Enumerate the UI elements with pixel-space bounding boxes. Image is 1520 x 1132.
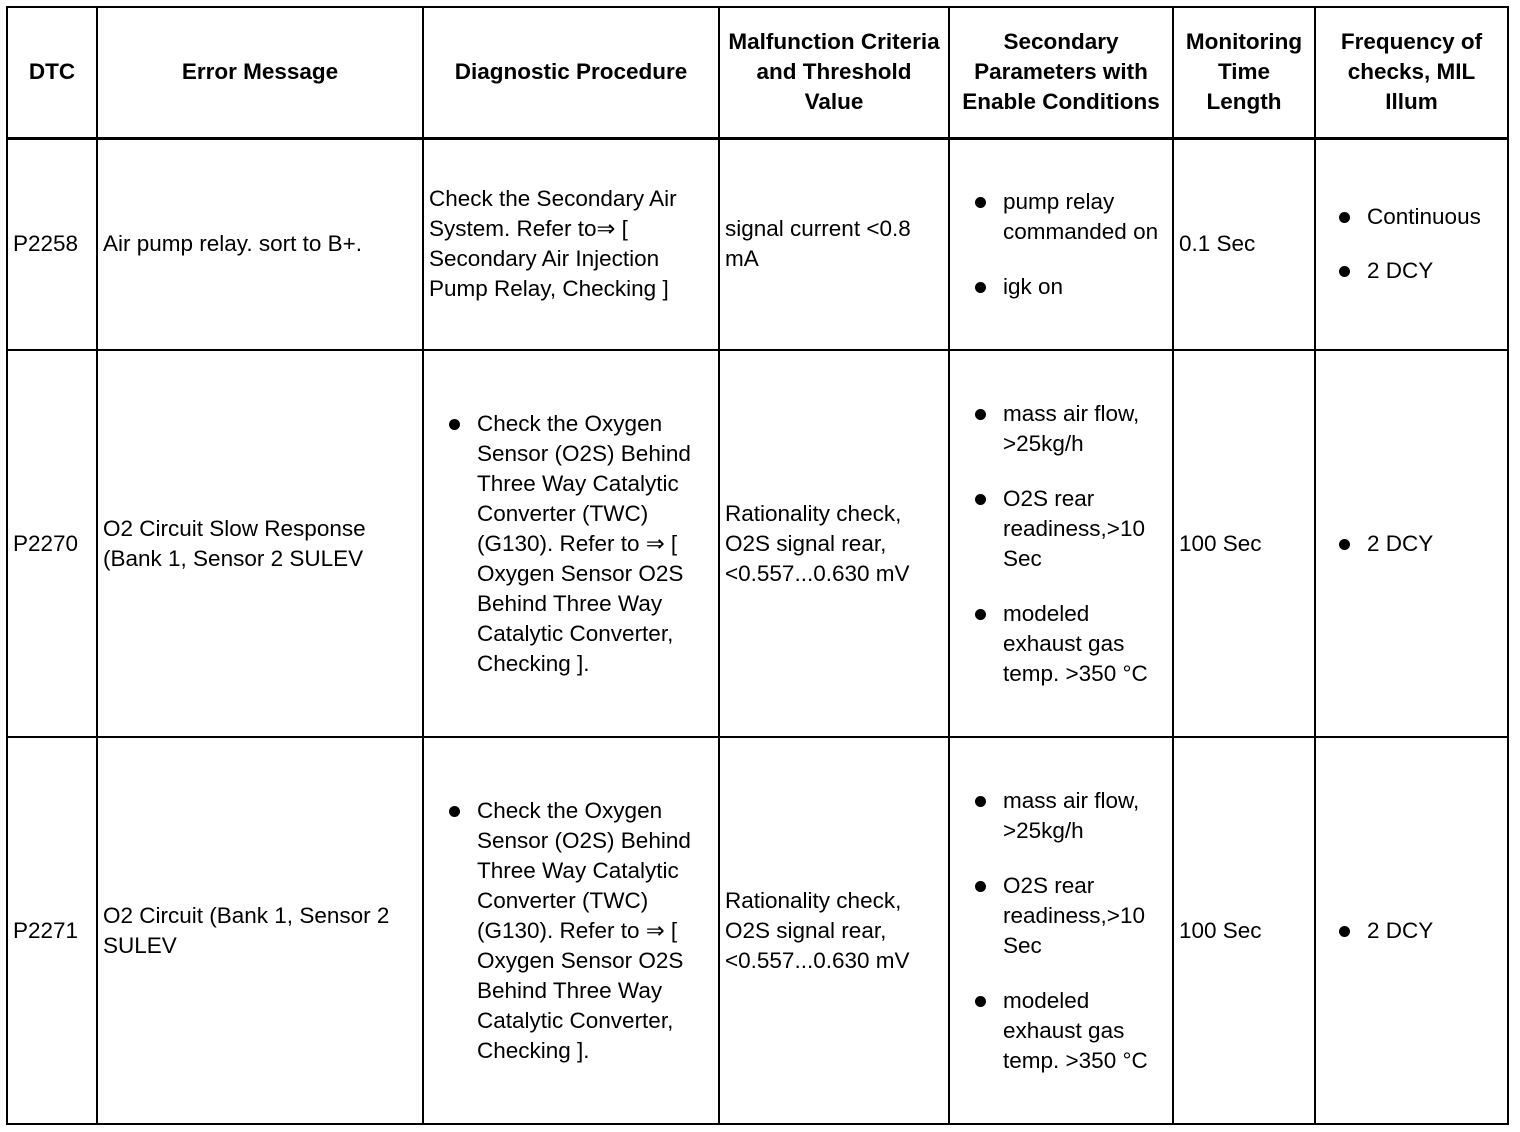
parameter-item: modeled exhaust gas temp. >350 °C: [975, 986, 1167, 1076]
frequency-list: [1339, 529, 1502, 559]
monitoring-time: 100 Sec: [1173, 737, 1315, 1124]
diagnostic-procedure: [423, 350, 719, 737]
diagnostic-procedure: [423, 138, 719, 350]
table-row: [7, 737, 1508, 1124]
error-message: Air pump relay. sort to B+.: [97, 138, 423, 350]
header-malfunction-criteria: Malfunction Criteria and Threshold Value: [719, 7, 949, 138]
table-row: [7, 138, 1508, 350]
parameter-item: modeled exhaust gas temp. >350 °C: [975, 599, 1167, 689]
parameter-list: [975, 187, 1167, 302]
parameter-item: igk on: [975, 272, 1167, 302]
parameter-item: mass air flow, >25kg/h: [975, 399, 1167, 459]
malfunction-criteria: signal current <0.8 mA: [719, 138, 949, 350]
dtc-table: [6, 6, 1509, 1125]
dtc-code: P2270: [7, 350, 97, 737]
procedure-item: Check the Oxygen Sensor (O2S) Behind Three Way Catalytic Converter (TWC) (G130). Refer to ⇒ [ Oxygen Sensor O2S Behind Three Way Catalytic Converter, Checking ].: [449, 796, 713, 1066]
frequency-list: [1339, 202, 1502, 286]
parameter-item: mass air flow, >25kg/h: [975, 786, 1167, 846]
procedure-list: [449, 796, 713, 1066]
parameter-list: [975, 786, 1167, 1076]
header-row: [7, 7, 1508, 138]
header-monitoring-time: Monitoring Time Length: [1173, 7, 1315, 138]
procedure-text: Check the Secondary Air System. Refer to⇒ [ Secondary Air Injection Pump Relay, Checking ]: [429, 186, 677, 302]
table-body: [7, 138, 1508, 1124]
check-frequency: [1315, 350, 1508, 737]
frequency-item: 2 DCY: [1339, 256, 1502, 286]
secondary-parameters: [949, 350, 1173, 737]
secondary-parameters: [949, 138, 1173, 350]
monitoring-time: 0.1 Sec: [1173, 138, 1315, 350]
parameter-item: O2S rear readiness,>10 Sec: [975, 484, 1167, 574]
frequency-list: [1339, 916, 1502, 946]
procedure-list: [449, 409, 713, 679]
header-diagnostic-procedure: Diagnostic Procedure: [423, 7, 719, 138]
parameter-item: O2S rear readiness,>10 Sec: [975, 871, 1167, 961]
dtc-code: P2271: [7, 737, 97, 1124]
malfunction-criteria: Rationality check, O2S signal rear, <0.557...0.630 mV: [719, 737, 949, 1124]
dtc-code: P2258: [7, 138, 97, 350]
frequency-item: 2 DCY: [1339, 529, 1502, 559]
error-message: O2 Circuit Slow Response (Bank 1, Sensor 2 SULEV: [97, 350, 423, 737]
table-header: [7, 7, 1508, 138]
check-frequency: [1315, 138, 1508, 350]
diagnostic-procedure: [423, 737, 719, 1124]
parameter-list: [975, 399, 1167, 689]
header-error-message: Error Message: [97, 7, 423, 138]
secondary-parameters: [949, 737, 1173, 1124]
frequency-item: 2 DCY: [1339, 916, 1502, 946]
frequency-item: Continuous: [1339, 202, 1502, 232]
procedure-item: Check the Oxygen Sensor (O2S) Behind Three Way Catalytic Converter (TWC) (G130). Refer to ⇒ [ Oxygen Sensor O2S Behind Three Way Catalytic Converter, Checking ].: [449, 409, 713, 679]
header-frequency: Frequency of checks, MIL Illum: [1315, 7, 1508, 138]
error-message: O2 Circuit (Bank 1, Sensor 2 SULEV: [97, 737, 423, 1124]
monitoring-time: 100 Sec: [1173, 350, 1315, 737]
header-dtc: DTC: [7, 7, 97, 138]
malfunction-criteria: Rationality check, O2S signal rear, <0.557...0.630 mV: [719, 350, 949, 737]
header-secondary-parameters: Secondary Parameters with Enable Conditions: [949, 7, 1173, 138]
check-frequency: [1315, 737, 1508, 1124]
parameter-item: pump relay commanded on: [975, 187, 1167, 247]
table-row: [7, 350, 1508, 737]
